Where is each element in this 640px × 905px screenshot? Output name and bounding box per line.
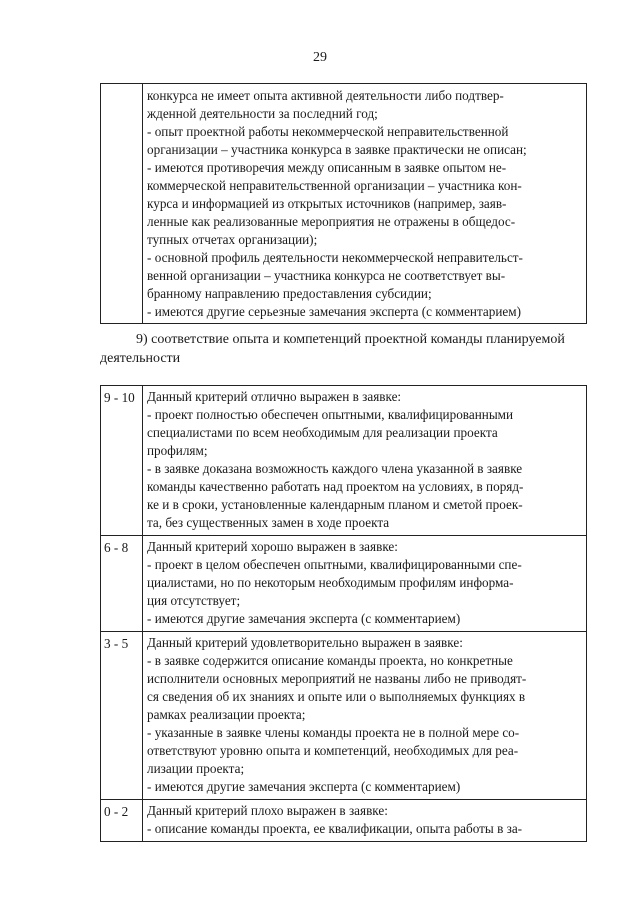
- table-row: [101, 800, 587, 842]
- score-cell: 3 - 5: [101, 632, 143, 800]
- table-row: [101, 536, 587, 632]
- score-cell: 9 - 10: [101, 386, 143, 536]
- criterion-text-line: - опыт проектной работы некоммерческой неправительственной: [147, 124, 509, 139]
- criterion-text-line: - в заявке доказана возможность каждого члена указанной в заявке: [147, 461, 523, 476]
- criterion-text-line: - имеются другие замечания эксперта (с комментарием): [147, 779, 461, 794]
- table-row: [101, 386, 587, 536]
- criterion-text-line: та, без существенных замен в ходе проекта: [147, 515, 390, 530]
- criterion-text-line: курса и информацией из открытых источников (например, заяв-: [147, 196, 507, 211]
- score-cell: 0 - 2: [101, 800, 143, 842]
- table-row: [101, 632, 587, 800]
- section-heading-line-1: 9) соответствие опыта и компетенций проектной команды планируемой: [136, 332, 565, 347]
- criterion-text-line: ке и в сроки, установленные календарным планом и сметой проек-: [147, 497, 523, 512]
- criterion-text-line: - проект в целом обеспечен опытными, квалифицированными спе-: [147, 557, 522, 572]
- criterion-text-line: профилям;: [147, 443, 208, 458]
- criterion-text-line: команды качественно работать над проектом на условиях, в поряд-: [147, 479, 524, 494]
- criterion-text-cell: [143, 84, 587, 324]
- criterion-text-cell: [143, 536, 587, 632]
- score-cell: 6 - 8: [101, 536, 143, 632]
- criterion-text-line: ответствуют уровню опыта и компетенций, необходимых для реа-: [147, 743, 519, 758]
- criterion-text-line: Данный критерий удовлетворительно выражен в заявке:: [147, 635, 463, 650]
- criteria-table-continued: [100, 83, 587, 324]
- criterion-text-line: - имеются другие замечания эксперта (с комментарием): [147, 611, 461, 626]
- criterion-text-line: рамках реализации проекта;: [147, 707, 306, 722]
- criterion-text-line: жденной деятельности за последний год;: [147, 106, 378, 121]
- criterion-text-line: конкурса не имеет опыта активной деятельности либо подтвер-: [147, 88, 504, 103]
- score-cell: [101, 84, 143, 324]
- criterion-text-line: Данный критерий отлично выражен в заявке:: [147, 389, 402, 404]
- criterion-text-cell: [143, 632, 587, 800]
- criterion-text-line: ся сведения об их знаниях и опыте или о выполняемых функциях в: [147, 689, 526, 704]
- criterion-text-line: - в заявке содержится описание команды проекта, но конкретные: [147, 653, 513, 668]
- criterion-text-line: венной организации – участника конкурса не соответствует вы-: [147, 268, 506, 283]
- criterion-text-line: - проект полностью обеспечен опытными, квалифицированными: [147, 407, 514, 422]
- criterion-text-line: коммерческой неправительственной организации – участника кон-: [147, 178, 522, 193]
- criterion-text-line: специалистами по всем необходимым для реализации проекта: [147, 425, 498, 440]
- criterion-text-line: лизации проекта;: [147, 761, 245, 776]
- criterion-text-line: исполнители основных мероприятий не названы либо не приводят-: [147, 671, 527, 686]
- section-heading-line-2: деятельности: [100, 351, 181, 366]
- criterion-text-line: бранному направлению предоставления субсидии;: [147, 286, 432, 301]
- criterion-text-line: - имеются противоречия между описанным в заявке опытом не-: [147, 160, 507, 175]
- criterion-text-line: - имеются другие серьезные замечания эксперта (с комментарием): [147, 304, 522, 319]
- criterion-text-line: циалистами, но по некоторым необходимым профилям информа-: [147, 575, 514, 590]
- table-row: [101, 84, 587, 324]
- criteria-table: [100, 385, 587, 842]
- criterion-text-line: тупных отчетах организации);: [147, 232, 318, 247]
- section-heading: [100, 330, 607, 368]
- page-number: 29: [313, 50, 327, 65]
- criterion-text-cell: [143, 800, 587, 842]
- criterion-text-line: ленные как реализованные мероприятия не отражены в общедос-: [147, 214, 516, 229]
- criterion-text-cell: [143, 386, 587, 536]
- criterion-text-line: Данный критерий плохо выражен в заявке:: [147, 803, 388, 818]
- criterion-text-line: - указанные в заявке члены команды проекта не в полной мере со-: [147, 725, 520, 740]
- criterion-text-line: организации – участника конкурса в заявке практически не описан;: [147, 142, 527, 157]
- criterion-text-line: - основной профиль деятельности некоммерческой неправительст-: [147, 250, 523, 265]
- criterion-text-line: ция отсутствует;: [147, 593, 241, 608]
- criterion-text-line: Данный критерий хорошо выражен в заявке:: [147, 539, 398, 554]
- criterion-text-line: - описание команды проекта, ее квалификации, опыта работы в за-: [147, 821, 523, 836]
